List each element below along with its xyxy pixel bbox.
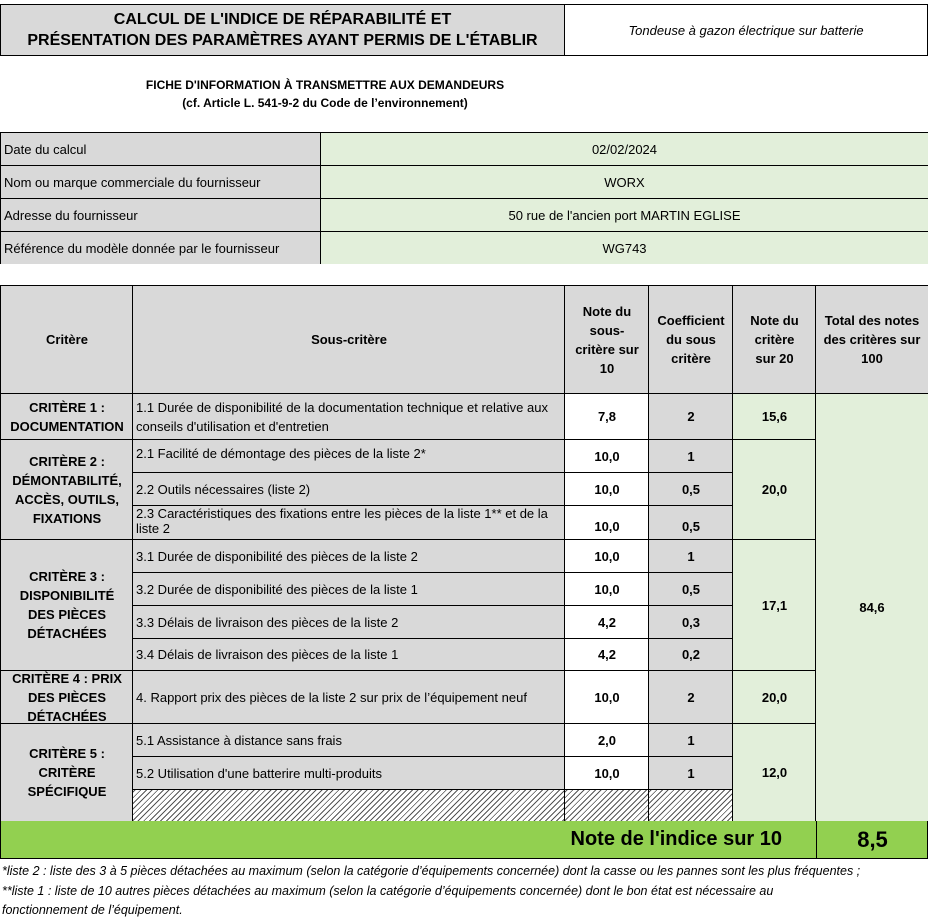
- subcriterion-label: 3.3 Délais de livraison des pièces de la liste 2: [132, 605, 565, 638]
- criteria-table: [0, 285, 928, 821]
- header-coefficient: Coefficient du sous critère: [648, 285, 733, 393]
- footnote-liste-1-cont: fonctionnement de l’équipement.: [2, 903, 183, 917]
- subcriterion-coef: 2: [648, 393, 733, 439]
- footnote-liste-1: **liste 1 : liste de 10 autres pièces détachées au maximum (selon la catégorie d’équipements concernée) dont le bon état est nécessaire au: [2, 883, 774, 898]
- total-score: 84,6: [815, 393, 928, 821]
- fiche-heading: [100, 76, 550, 112]
- subcriterion-note: 10,0: [564, 472, 649, 505]
- subcriterion-note: 10,0: [564, 756, 649, 789]
- info-value: WG743: [320, 231, 928, 264]
- subcriterion-label: 3.2 Durée de disponibilité des pièces de la liste 1: [132, 572, 565, 605]
- subcriterion-coef: 0,5: [648, 472, 733, 505]
- info-label: Adresse du fournisseur: [0, 198, 321, 231]
- subcriterion-note: 10,0: [564, 670, 649, 723]
- subcriterion-label: 2.3 Caractéristiques des fixations entre les pièces de la liste 1** et de la liste 2: [132, 505, 565, 539]
- final-score-bar: [0, 821, 928, 859]
- criterion-score: 20,0: [732, 439, 816, 539]
- criterion-score: 17,1: [732, 539, 816, 670]
- title-line-2: PRÉSENTATION DES PARAMÈTRES AYANT PERMIS DE L'ÉTABLIR: [27, 32, 538, 49]
- info-value: 02/02/2024: [320, 132, 928, 165]
- header-title-box: [0, 4, 565, 56]
- subcriterion-coef: 2: [648, 670, 733, 723]
- subcriterion-coef: 1: [648, 723, 733, 756]
- subcriterion-coef: 0,3: [648, 605, 733, 638]
- subcriterion-note: 2,0: [564, 723, 649, 756]
- footnotes: [2, 862, 932, 921]
- info-table: [0, 132, 928, 264]
- subcriterion-label: 5.1 Assistance à distance sans frais: [132, 723, 565, 756]
- hatched-empty-cell: [564, 789, 649, 821]
- subcriterion-label: 4. Rapport prix des pièces de la liste 2 sur prix de l’équipement neuf: [132, 670, 565, 723]
- header-note-sous-critere: Note du sous-critère sur 10: [564, 285, 649, 393]
- info-label: Nom ou marque commerciale du fournisseur: [0, 165, 321, 198]
- fiche-line-2: (cf. Article L. 541-9-2 du Code de l’environnement): [182, 96, 468, 110]
- subcriterion-label: 2.1 Facilité de démontage des pièces de la liste 2*: [132, 439, 565, 472]
- subcriterion-label: 3.4 Délais de livraison des pièces de la liste 1: [132, 638, 565, 670]
- subcriterion-label: 1.1 Durée de disponibilité de la documentation technique et relative aux conseils d'utilisation et d'entretien: [132, 393, 565, 439]
- subcriterion-note: 7,8: [564, 393, 649, 439]
- subcriterion-coef: 1: [648, 756, 733, 789]
- criterion-score: 15,6: [732, 393, 816, 439]
- info-label: Référence du modèle donnée par le fournisseur: [0, 231, 321, 264]
- criterion-1: CRITÈRE 1 : DOCUMENTATION: [0, 393, 133, 439]
- subcriterion-coef: 1: [648, 539, 733, 572]
- fiche-line-1: FICHE D'INFORMATION À TRANSMETTRE AUX DEMANDEURS: [145, 78, 505, 92]
- info-value: 50 rue de l'ancien port MARTIN EGLISE: [320, 198, 928, 231]
- final-score-label: Note de l'indice sur 10: [570, 828, 782, 850]
- header-note-critere: Note du critère sur 20: [732, 285, 816, 393]
- criterion-5: CRITÈRE 5 : CRITÈRE SPÉCIFIQUE: [0, 723, 133, 821]
- criterion-4: CRITÈRE 4 : PRIX DES PIÈCES DÉTACHÉES: [0, 670, 133, 723]
- final-score-value: 8,5: [816, 821, 928, 858]
- hatched-empty-cell: [648, 789, 733, 821]
- product-box: [564, 4, 928, 56]
- criterion-score: 12,0: [732, 723, 816, 821]
- product-name: Tondeuse à gazon électrique sur batterie: [628, 22, 864, 38]
- subcriterion-note: 4,2: [564, 605, 649, 638]
- header-total: Total des notes des critères sur 100: [815, 285, 928, 393]
- subcriterion-note: 4,2: [564, 638, 649, 670]
- header-sous-critere: Sous-critère: [132, 285, 565, 393]
- title-line-1: CALCUL DE L'INDICE DE RÉPARABILITÉ ET: [113, 11, 452, 28]
- subcriterion-note: 10,0: [564, 572, 649, 605]
- subcriterion-note: 10,0: [564, 439, 649, 472]
- subcriterion-coef: 0,2: [648, 638, 733, 670]
- footnote-liste-2: *liste 2 : liste des 3 à 5 pièces détachées au maximum (selon la catégorie d’équipements concernée) dont la casse ou les pannes sont les plus fréquentes ;: [2, 864, 861, 878]
- subcriterion-coef: 0,5: [648, 505, 733, 539]
- criterion-score: 20,0: [732, 670, 816, 723]
- subcriterion-label: 3.1 Durée de disponibilité des pièces de la liste 2: [132, 539, 565, 572]
- subcriterion-label: 2.2 Outils nécessaires (liste 2): [132, 472, 565, 505]
- subcriterion-label: 5.2 Utilisation d'une batterire multi-produits: [132, 756, 565, 789]
- criterion-3: CRITÈRE 3 : DISPONIBILITÉ DES PIÈCES DÉTACHÉES: [0, 539, 133, 670]
- subcriterion-coef: 0,5: [648, 572, 733, 605]
- subcriterion-note: 10,0: [564, 539, 649, 572]
- subcriterion-coef: 1: [648, 439, 733, 472]
- hatched-empty-cell: [132, 789, 565, 821]
- info-label: Date du calcul: [0, 132, 321, 165]
- header-critere: Critère: [0, 285, 133, 393]
- info-value: WORX: [320, 165, 928, 198]
- criterion-2: CRITÈRE 2 : DÉMONTABILITÉ, ACCÈS, OUTILS, FIXATIONS: [0, 439, 133, 539]
- subcriterion-note: 10,0: [564, 505, 649, 539]
